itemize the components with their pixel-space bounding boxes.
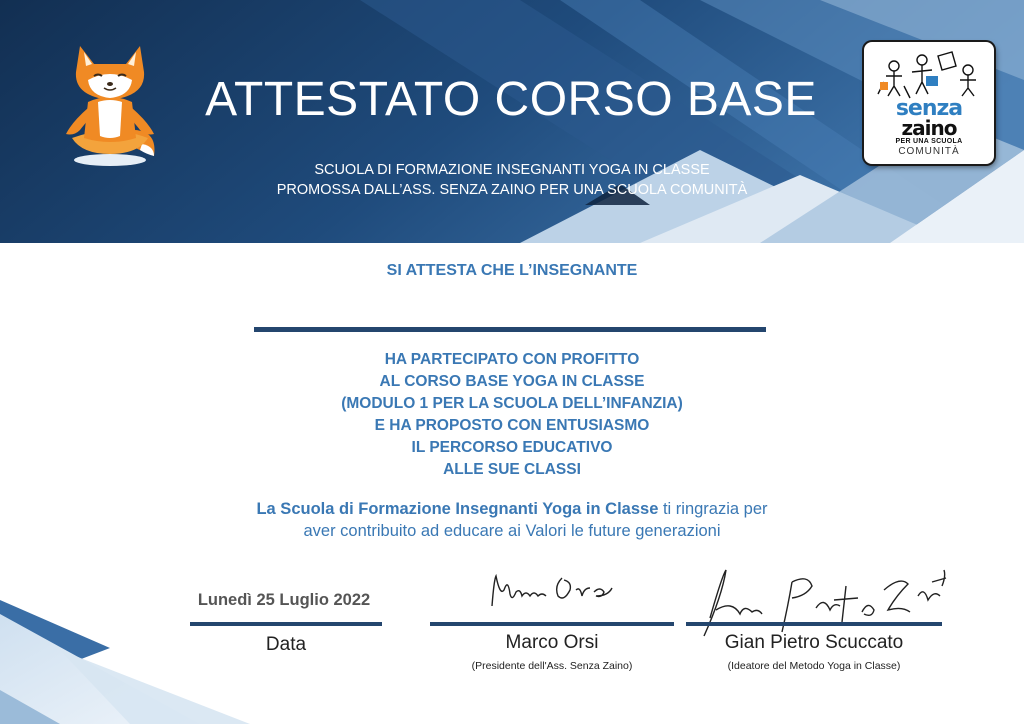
signer2-role: (Ideatore del Metodo Yoga in Classe) [727, 660, 901, 672]
certificate-subtitle [200, 160, 824, 200]
thanks-message [0, 498, 1024, 542]
body-line: E HA PROPOSTO CON ENTUSIASMO [374, 417, 650, 434]
signer1-line [430, 622, 674, 626]
body-line: HA PARTECIPATO CON PROFITTO [384, 351, 640, 368]
signer2-line [686, 622, 942, 626]
logo-comunita: COMUNITÀ [898, 146, 960, 157]
signer1-name: Marco Orsi [505, 632, 599, 653]
signer1-role: (Presidente dell'Ass. Senza Zaino) [471, 660, 633, 672]
date-label: Data [265, 634, 307, 655]
certificate-title: ATTESTATO CORSO BASE [205, 73, 817, 126]
fox-meditating-icon [58, 38, 162, 168]
teacher-name-line [254, 327, 766, 332]
certificate-body [0, 349, 1024, 481]
signature-marco-orsi [484, 566, 624, 616]
senza-zaino-logo [864, 42, 994, 164]
thanks-rest: ti ringrazia per [658, 500, 768, 518]
subtitle-line: PROMOSSA DALL’ASS. SENZA ZAINO PER UNA SCUOLA COMUNITÀ [276, 182, 748, 198]
logo-tagline: PER UNA SCUOLA [895, 138, 963, 145]
logo-word-senza: senza [895, 96, 963, 121]
thanks-line-2: aver contribuito ad educare ai Valori le future generazioni [303, 522, 721, 540]
body-line: AL CORSO BASE YOGA IN CLASSE [379, 373, 645, 390]
body-line: ALLE SUE CLASSI [443, 461, 581, 478]
attest-heading: SI ATTESTA CHE L’INSEGNANTE [386, 262, 638, 279]
thanks-line-1 [0, 498, 1024, 520]
logo-word-zaino: zaino [901, 116, 957, 140]
body-line: IL PERCORSO EDUCATIVO [411, 439, 613, 456]
subtitle-line: SCUOLA DI FORMAZIONE INSEGNANTI YOGA IN CLASSE [314, 162, 710, 178]
date-line [190, 622, 382, 626]
certificate-date: Lunedì 25 Luglio 2022 [197, 591, 371, 609]
signer2-name: Gian Pietro Scuccato [724, 632, 904, 653]
school-name: La Scuola di Formazione Insegnanti Yoga in Classe [256, 500, 659, 518]
body-line: (MODULO 1 PER LA SCUOLA DELL’INFANZIA) [341, 395, 683, 412]
